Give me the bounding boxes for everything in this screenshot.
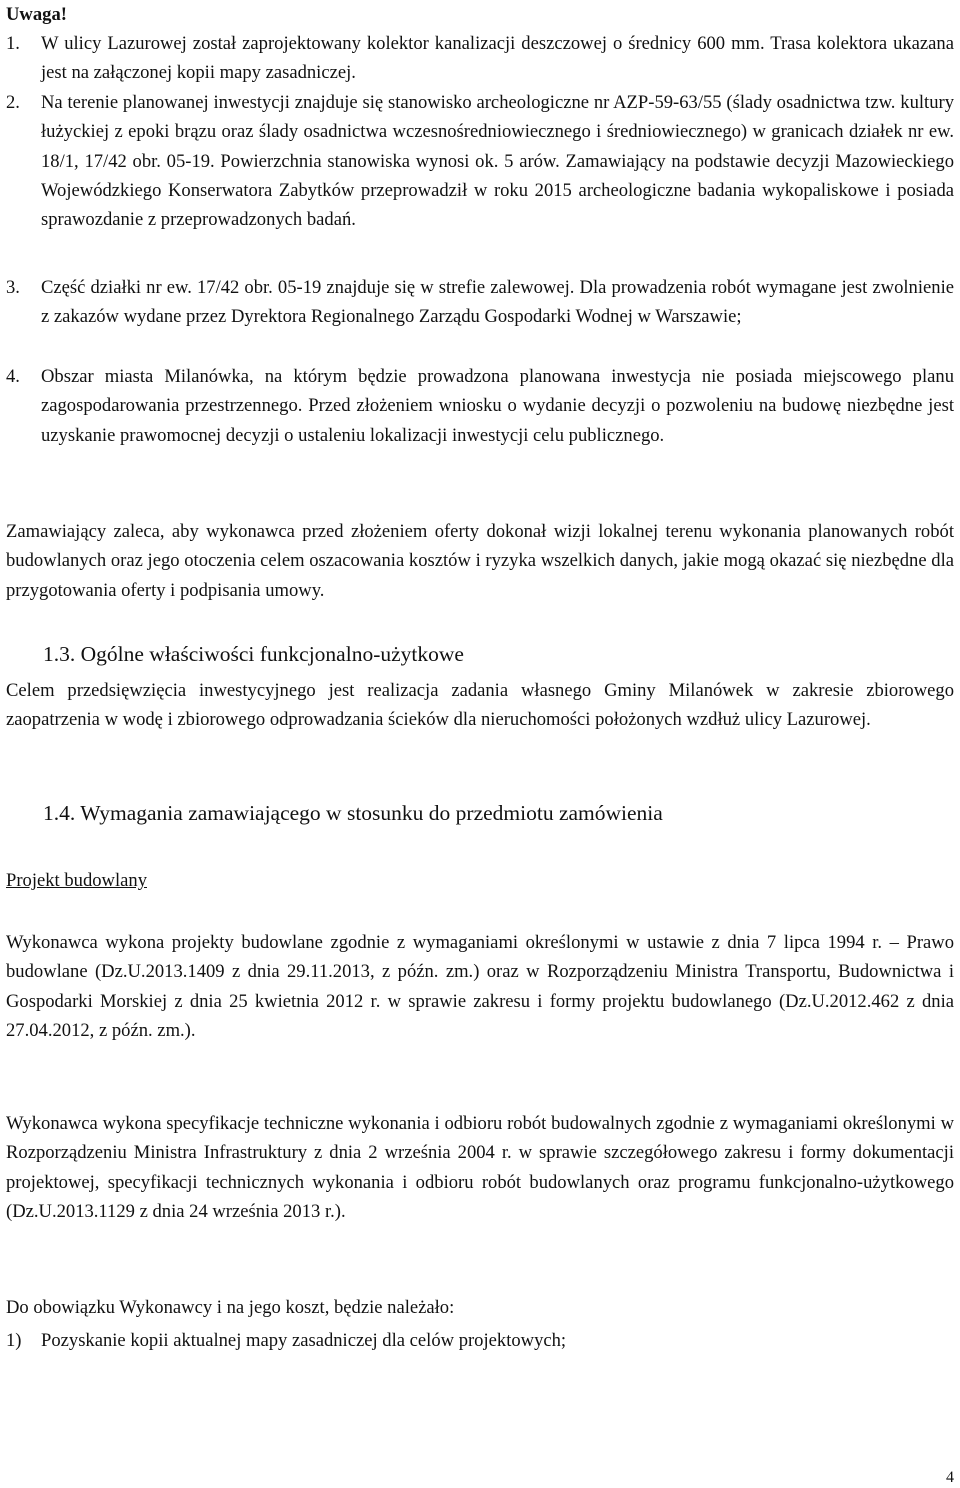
list-item [6,29,954,88]
list-item-number: 1. [6,33,20,54]
section-heading-1-3: 1.3. Ogólne właściwości funkcjonalno-użytkowe [43,642,464,666]
list-item [6,273,954,332]
site-visit-paragraph: Zamawiający zaleca, aby wykonawca przed złożeniem oferty dokonał wizji lokalnej terenu wykonania planowanych robót budowlanych oraz jego otoczenia celem oszacowania kosztów i ryzyka wszelkich danych, jakie mogą okazać się niezbędne dla przygotowania oferty i podpisania umowy. [6,521,954,601]
list-item [6,362,954,450]
subheading-building-project: Projekt budowlany [6,870,147,891]
contractor-duties-paragraph: Do obowiązku Wykonawcy i na jego koszt, będzie należało: [6,1297,455,1318]
list-item-text: Pozyskanie kopii aktualnej mapy zasadniczej dla celów projektowych; [41,1330,567,1351]
list-item-text: Obszar miasta Milanówka, na którym będzie prowadzona planowana inwestycja nie posiada miejscowego planu zagospodarowania przestrzennego. Przed złożeniem wniosku o wydanie decyzji o pozwoleniu na budowę niezbędne jest uzyskanie prawomocnej decyzji o ustaleniu lokalizacji inwestycji celu publicznego. [41,366,954,446]
list-item-number: 3. [6,277,20,298]
duty-list-item [6,1326,954,1355]
list-item-text: Część działki nr ew. 17/42 obr. 05-19 znajduje się w strefie zalewowej. Dla prowadzenia robót wymagane jest zwolnienie z zakazów wydane przez Dyrektora Regionalnego Zarządu Gospodarki Wodnej w Warszawie; [41,277,954,328]
list-item-number: 2. [6,92,20,113]
section-heading-1-4: 1.4. Wymagania zamawiającego w stosunku do przedmiotu zamówienia [43,801,663,825]
list-item-number: 4. [6,366,20,387]
list-item-text: W ulicy Lazurowej został zaprojektowany kolektor kanalizacji deszczowej o średnicy 600 mm. Trasa kolektora ukazana jest na załączonej kopii mapy zasadniczej. [41,33,954,84]
list-item-number: 1) [6,1330,22,1351]
warning-heading: Uwaga! [6,4,67,25]
list-item [6,88,954,234]
investment-goal-paragraph: Celem przedsięwzięcia inwestycyjnego jest realizacja zadania własnego Gminy Milanówek w zakresie zbiorowego zaopatrzenia w wodę i zbiorowego odprowadzania ścieków dla nieruchomości położonych wzdłuż ulicy Lazurowej. [6,680,954,731]
list-item-text: Na terenie planowanej inwestycji znajduje się stanowisko archeologiczne nr AZP-59-63/55 (ślady osadnictwa tzw. kultury łużyckiej z epoki brązu oraz ślady osadnictwa wczesnośredniowiecznego i średniowiecznego) w granicach działek nr ew. 18/1, 17/42 obr. 05-19. Powierzchnia stanowiska wynosi ok. 5 arów. Zamawiający na podstawie decyzji Mazowieckiego Wojewódzkiego Konserwatora Zabytków przeprowadził w roku 2015 archeologiczne badania wykopaliskowe i posiada sprawozdanie z przeprowadzonych badań. [41,92,954,231]
technical-specs-paragraph: Wykonawca wykona specyfikacje techniczne wykonania i odbioru robót budowalnych zgodnie z wymaganiami określonymi w Rozporządzeniu Ministra Infrastruktury z dnia 2 września 2004 r. w sprawie szczegółowego zakresu i formy dokumentacji projektowej, specyfikacji technicznych wykonania i odbioru robót budowlanych oraz programu funkcjonalno-użytkowego (Dz.U.2013.1129 z dnia 24 września 2013 r.). [6,1113,954,1222]
building-project-paragraph: Wykonawca wykona projekty budowlane zgodnie z wymaganiami określonymi w ustawie z dnia 7 lipca 1994 r. – Prawo budowlane (Dz.U.2013.1409 z dnia 29.11.2013, z późn. zm.) oraz w Rozporządzeniu Ministra Transportu, Budownictwa i Gospodarki Morskiej z dnia 25 kwietnia 2012 r. w sprawie zakresu i formy projektu budowlanego (Dz.U.2012.462 z dnia 27.04.2012, z późn. zm.). [6,932,954,1041]
page-number: 4 [946,1469,954,1486]
